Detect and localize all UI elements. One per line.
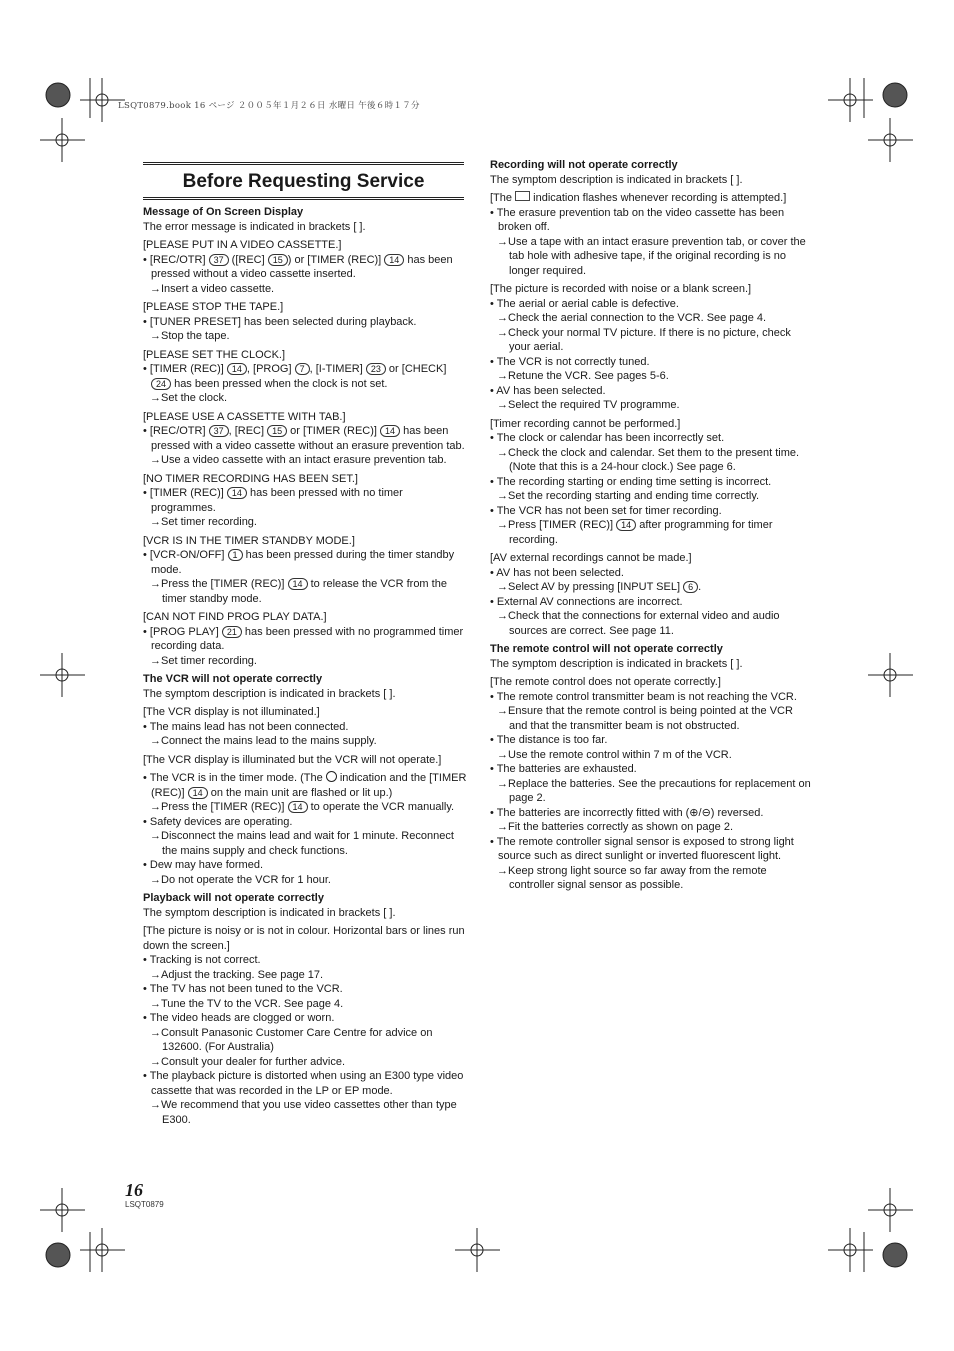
action-item: →Press the [TIMER (REC)] 14 to release the VCR from the timer standby mode.	[150, 578, 447, 605]
list-item: • Tracking is not correct.	[143, 954, 261, 966]
action-item: →Insert a video cassette.	[150, 282, 275, 295]
list-item: • The aerial or aerial cable is defective.	[490, 297, 679, 310]
list-item: • The VCR is not correctly tuned.	[490, 355, 650, 368]
section-title-osd: Message of On Screen Display	[143, 206, 304, 218]
list-item: • Safety devices are operating.	[143, 815, 293, 828]
page-ref-badge: 14	[384, 254, 404, 266]
action-item: →Use the remote control within 7 m of the VCR.	[497, 748, 732, 761]
list-item: • The remote control transmitter beam is not reaching the VCR.	[490, 690, 797, 703]
list-item: • The remote controller signal sensor is exposed to strong light source such as direct sunlight or inverted fluorescent light.	[490, 835, 794, 862]
page-title: Before Requesting Service	[182, 171, 425, 192]
section-title-remote: The remote control will not operate correctly	[490, 643, 723, 655]
action-item: →Press [TIMER (REC)] 14 after programming for timer recording.	[497, 519, 773, 546]
page-ref-badge: 14	[227, 363, 247, 375]
list-item: • The batteries are exhausted.	[490, 763, 637, 775]
page-ref-badge: 14	[288, 801, 308, 813]
action-item: →Select AV by pressing [INPUT SEL] 6 .	[497, 581, 702, 593]
list-item: • [PROG PLAY] 21 has been pressed with no programmed timer recording data.	[143, 625, 464, 652]
timer-clock-icon	[326, 771, 337, 782]
action-item: →Set the clock.	[150, 392, 228, 404]
action-item: →Connect the mains lead to the mains supply.	[150, 735, 377, 747]
page-ref-badge: 6	[683, 581, 698, 593]
section-title-recording: Recording will not operate correctly	[490, 159, 678, 171]
list-item: • The clock or calendar has been incorrectly set.	[490, 432, 725, 444]
page-ref-badge: 14	[188, 787, 208, 799]
list-item: • [TUNER PRESET] has been selected during playback.	[143, 315, 417, 328]
action-item: →Check the clock and calendar. Set them to the present time. (Note that this is a 24-hour clock.) See page 6.	[497, 446, 800, 473]
action-item: →We recommend that you use video cassettes other than type E300.	[150, 1099, 457, 1126]
title-box	[143, 162, 464, 200]
action-item: →Use a video cassette with an intact erasure prevention tab.	[150, 454, 447, 466]
left-column	[143, 205, 468, 1127]
symptom-head: [AV external recordings cannot be made.]	[490, 552, 692, 564]
page-code: LSQT0879	[125, 1200, 164, 1209]
list-item: • The mains lead has not been connected.	[143, 720, 349, 733]
page-ref-badge: 15	[268, 254, 288, 266]
section-title-playback: Playback will not operate correctly	[143, 892, 324, 904]
message-head: [PLEASE USE A CASSETTE WITH TAB.]	[143, 410, 346, 423]
action-item: →Retune the VCR. See pages 5-6.	[497, 370, 669, 382]
symptom-head: [The VCR display is illuminated but the VCR will not operate.]	[143, 753, 442, 766]
page-ref-badge: 24	[151, 378, 171, 390]
section-intro: The symptom description is indicated in brackets [ ].	[490, 173, 743, 186]
page-ref-badge: 37	[209, 425, 229, 437]
action-item: →Fit the batteries correctly as shown on page 2.	[497, 821, 734, 833]
list-item: • The VCR has not been set for timer recording.	[490, 504, 722, 517]
list-item: • AV has been selected.	[490, 384, 606, 397]
list-item: • [TIMER (REC)] 14 has been pressed with no timer programmes.	[143, 487, 403, 514]
list-item: • The video heads are clogged or worn.	[143, 1012, 335, 1024]
cassette-icon	[515, 191, 530, 201]
list-item: • Dew may have formed.	[143, 859, 264, 871]
list-item: • [REC/OTR] 37 ([REC] 15 ) or [TIMER (REC)] 14 has been pressed without a video cassette inserted.	[143, 253, 453, 280]
list-item: • [TIMER (REC)] 14 , [PROG] 7 , [I-TIMER] 23 or [CHECK] 24 has been pressed when the clock is not set.	[143, 363, 447, 390]
list-item: • The distance is too far.	[490, 734, 608, 746]
message-head: [PLEASE STOP THE TAPE.]	[143, 301, 284, 313]
page-ref-badge: 15	[267, 425, 287, 437]
action-item: →Replace the batteries. See the precautions for replacement on page 2.	[497, 777, 811, 804]
symptom-head: [The remote control does not operate correctly.]	[490, 676, 721, 688]
list-item: • The recording starting or ending time setting is incorrect.	[490, 475, 772, 488]
action-item: →Select the required TV programme.	[497, 399, 680, 411]
action-item: →Check that the connections for external video and audio sources are correct. See page 11.	[497, 610, 780, 637]
action-item: →Consult Panasonic Customer Care Centre for advice on 132600. (For Australia)	[150, 1026, 433, 1053]
action-item: →Check your normal TV picture. If there is no picture, check your aerial.	[497, 326, 791, 353]
page-ref-badge: 37	[209, 254, 229, 266]
action-item: →Set timer recording.	[150, 654, 257, 667]
message-head: [VCR IS IN THE TIMER STANDBY MODE.]	[143, 534, 355, 547]
action-item: →Consult your dealer for further advice.	[150, 1055, 346, 1068]
list-item: • The TV has not been tuned to the VCR.	[143, 983, 343, 995]
page-number: 16	[125, 1180, 143, 1200]
section-intro: The symptom description is indicated in brackets [ ].	[143, 687, 396, 700]
list-item: • [VCR-ON/OFF] 1 has been pressed during the timer standby mode.	[143, 549, 455, 576]
symptom-head: [Timer recording cannot be performed.]	[490, 417, 681, 430]
action-item: →Adjust the tracking. See page 17.	[150, 968, 324, 981]
action-item: →Use a tape with an intact erasure prevention tab, or cover the tab hole with adhesive tape, if the original recording is no longer required.	[497, 235, 806, 277]
page-ref-badge: 14	[227, 487, 247, 499]
message-head: [NO TIMER RECORDING HAS BEEN SET.]	[143, 472, 358, 485]
symptom-head: [The picture is recorded with noise or a blank screen.]	[490, 283, 752, 295]
action-item: →Ensure that the remote control is being pointed at the VCR and that the transmitter beam is not obstructed.	[497, 705, 793, 732]
action-item: →Set timer recording.	[150, 516, 257, 528]
symptom-head: [The picture is noisy or is not in colour. Horizontal bars or lines run down the screen.]	[143, 925, 465, 952]
list-item: • The playback picture is distorted when using an E300 type video cassette that was recorded in the LP or EP mode.	[143, 1070, 464, 1097]
page-ref-badge: 7	[295, 363, 310, 375]
list-item: • The erasure prevention tab on the video cassette has been broken off.	[490, 206, 785, 233]
action-item: →Do not operate the VCR for 1 hour.	[150, 873, 331, 886]
action-item: →Stop the tape.	[150, 330, 230, 342]
page-ref-badge: 23	[366, 363, 386, 375]
action-item: →Disconnect the mains lead and wait for 1 minute. Reconnect the mains supply and check functions.	[150, 830, 454, 857]
symptom-head: [The VCR display is not illuminated.]	[143, 706, 320, 718]
action-item: →Keep strong light source so far away from the remote controller signal sensor as possible.	[497, 864, 767, 891]
list-item: • AV has not been selected.	[490, 566, 624, 579]
message-head: [PLEASE PUT IN A VIDEO CASSETTE.]	[143, 239, 342, 251]
page-ref-badge: 1	[228, 549, 243, 561]
list-item: • The batteries are incorrectly fitted with (⊕/⊖) reversed.	[490, 806, 764, 819]
page-ref-badge: 14	[380, 425, 400, 437]
action-item: →Tune the TV to the VCR. See page 4.	[150, 997, 344, 1010]
symptom-head: [The indication flashes whenever recording is attempted.]	[490, 192, 787, 204]
section-intro: The error message is indicated in brackets [ ].	[143, 220, 366, 233]
section-intro: The symptom description is indicated in brackets [ ].	[490, 657, 743, 670]
list-item: • [REC/OTR] 37 , [REC] 15 or [TIMER (REC)] 14 has been pressed with a video cassette without an erasure prevention tab.	[143, 425, 465, 452]
page-ref-badge: 14	[288, 578, 308, 590]
list-item: • The VCR is in the timer mode. (The indication and the [TIMER (REC)] 14 on the main unit are flashed or lit up.)	[143, 772, 467, 799]
action-item: →Check the aerial connection to the VCR. See page 4.	[497, 312, 767, 324]
plus-minus-icon: ⊕/⊖	[689, 806, 711, 819]
message-head: [CAN NOT FIND PROG PLAY DATA.]	[143, 611, 327, 623]
action-item: →Press the [TIMER (REC)] 14 to operate the VCR manually.	[150, 801, 455, 813]
page-ref-badge: 21	[222, 626, 242, 638]
page-ref-badge: 14	[616, 519, 636, 531]
right-column	[490, 158, 812, 893]
action-item: →Set the recording starting and ending time correctly.	[497, 490, 760, 502]
list-item: • External AV connections are incorrect.	[490, 595, 683, 608]
message-head: [PLEASE SET THE CLOCK.]	[143, 348, 286, 361]
section-title-vcr: The VCR will not operate correctly	[143, 673, 323, 685]
print-header-line: LSQT0879.book 16 ページ ２００５年１月２６日 水曜日 午後６時１７分	[118, 101, 420, 111]
section-intro: The symptom description is indicated in brackets [ ].	[143, 906, 396, 919]
